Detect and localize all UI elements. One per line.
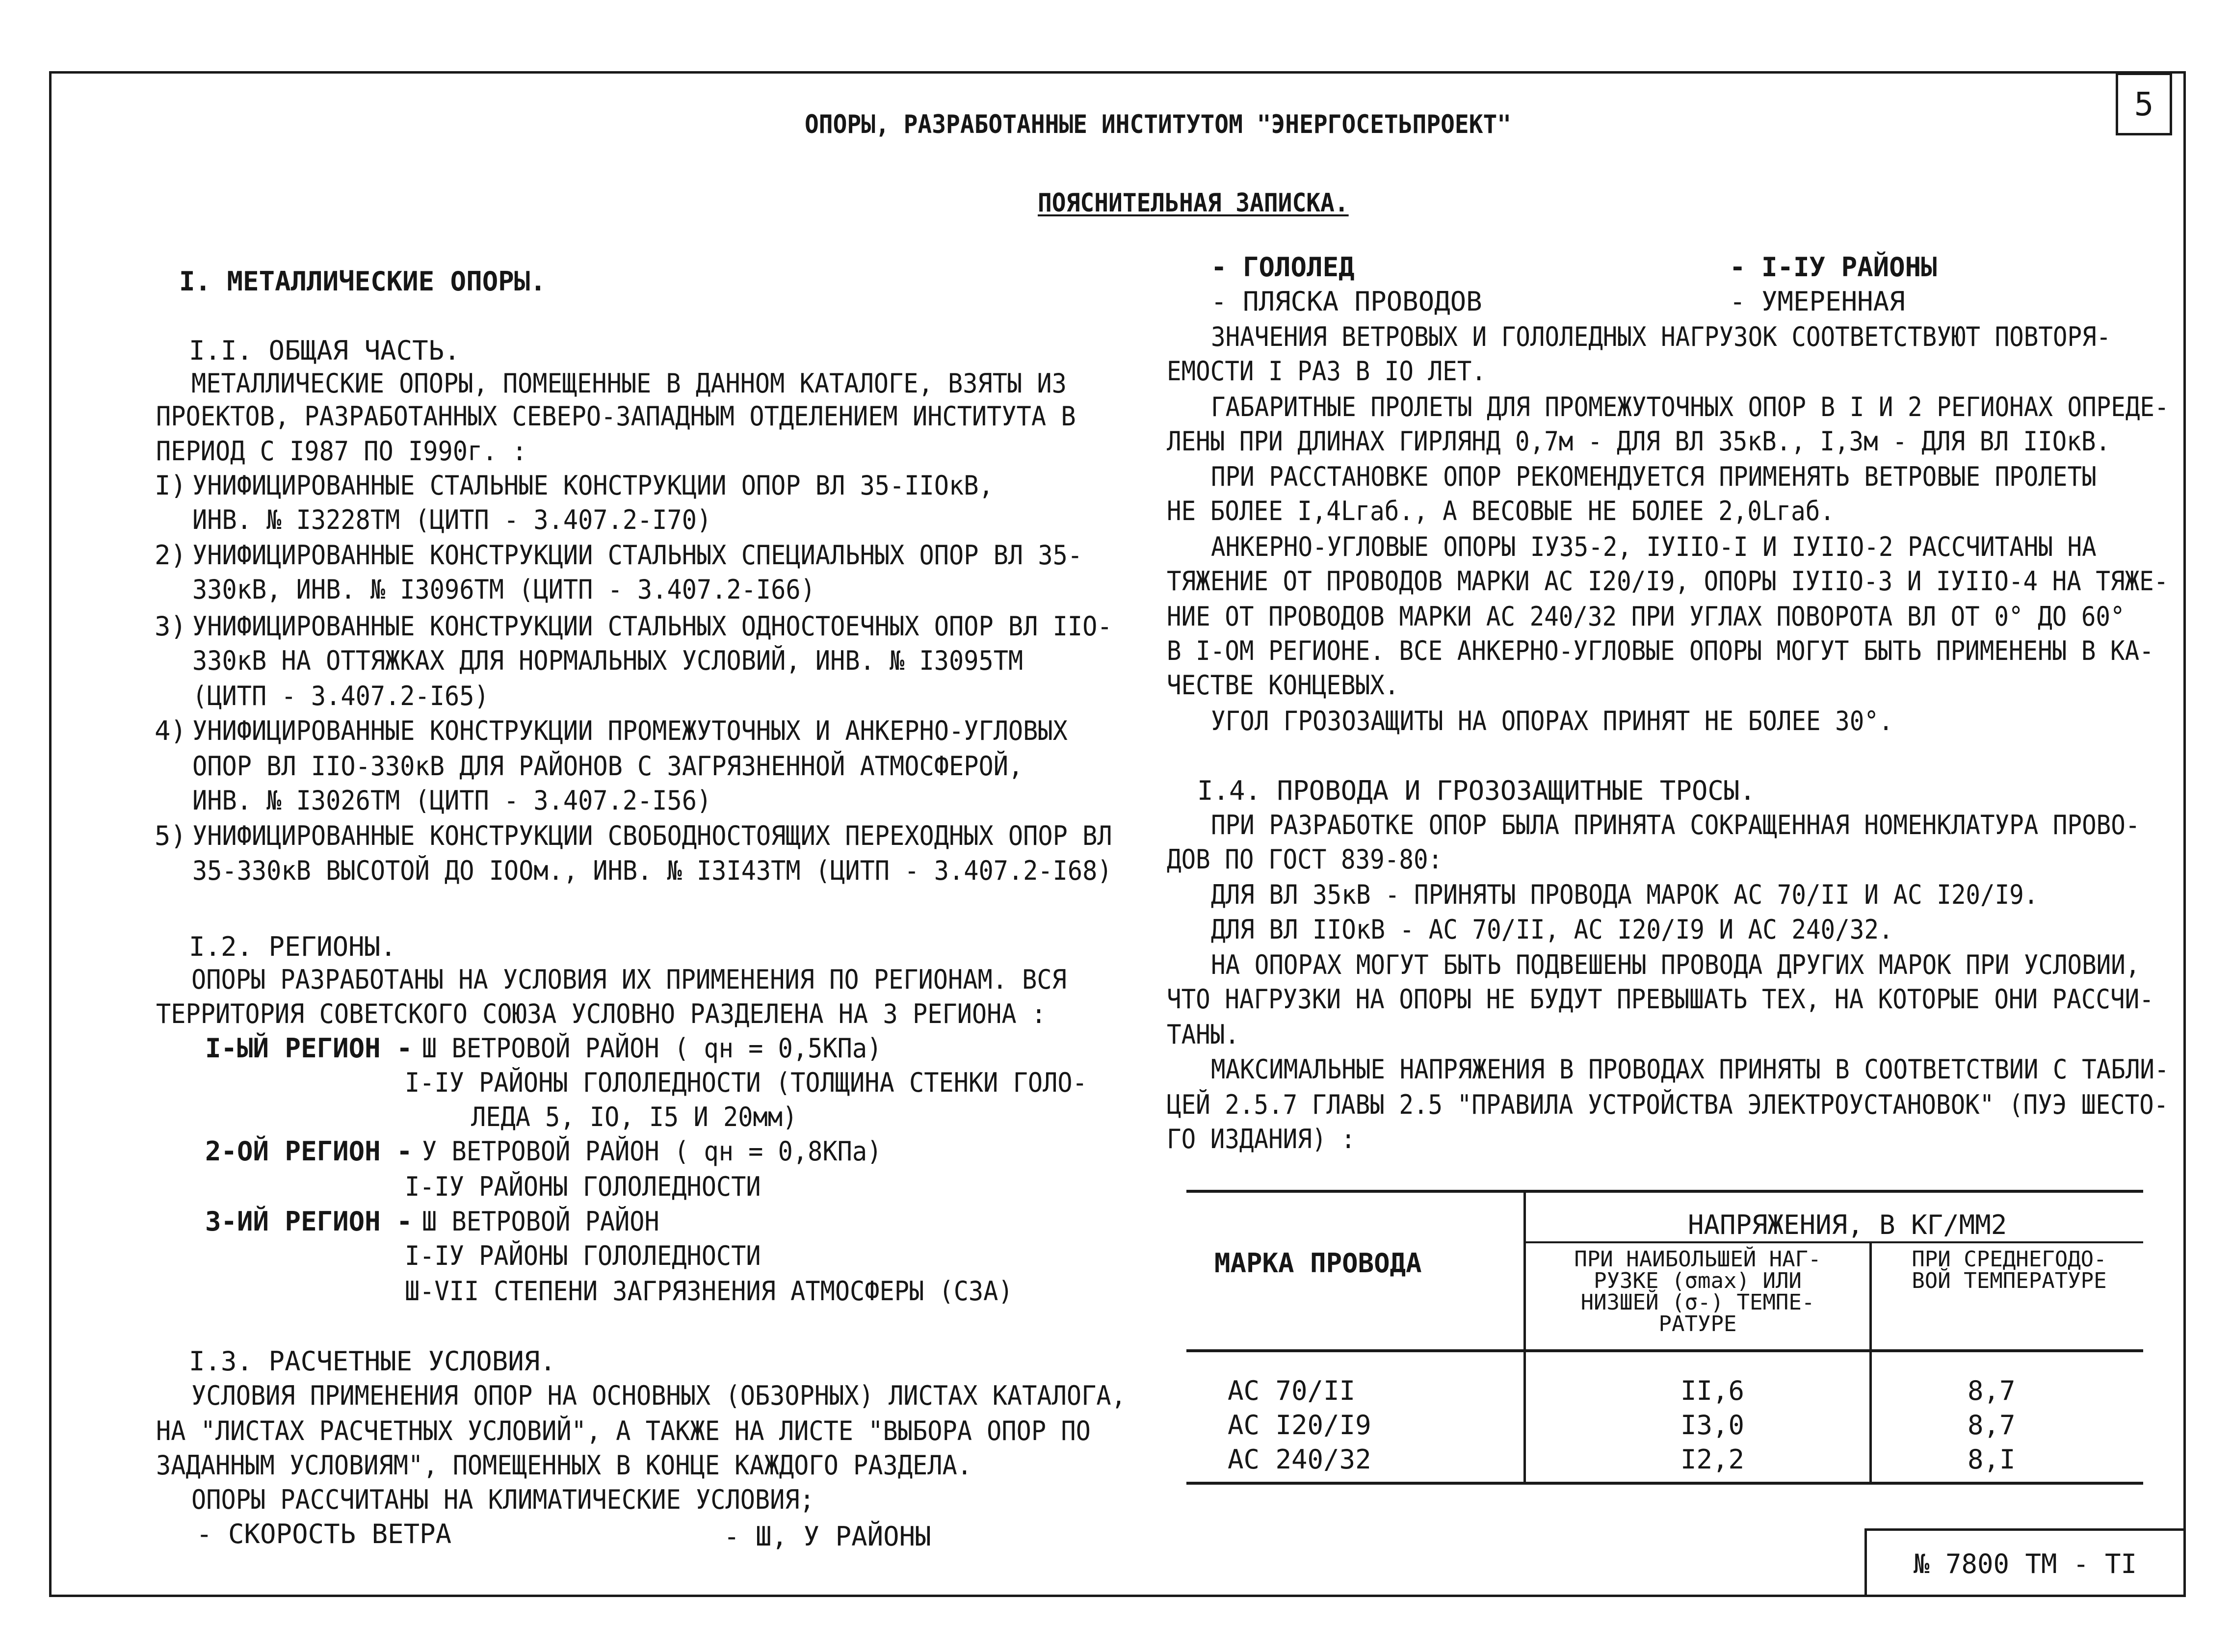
table-cell-mark: АС I20/I9 bbox=[1228, 1410, 1371, 1441]
text-line: НЕ БОЛЕЕ I,4Lгаб., А ВЕСОВЫЕ НЕ БОЛЕЕ 2,0Lгаб. bbox=[1167, 496, 1835, 526]
section-1-title: I. МЕТАЛЛИЧЕСКИЕ ОПОРЫ. bbox=[179, 266, 546, 297]
text-line: ЕМОСТИ I РАЗ В IO ЛЕТ. bbox=[1167, 356, 1486, 387]
table-header-max-load bbox=[1531, 1249, 1864, 1335]
list-item: (ЦИТП - 3.407.2-I65) bbox=[192, 681, 489, 711]
table-cell-max: II,6 bbox=[1680, 1375, 1745, 1406]
region-line: Ш ВЕТРОВОЙ РАЙОН ( qн = 0,5КПа) bbox=[422, 1033, 882, 1064]
section-1-4-title: I.4. ПРОВОДА И ГРОЗОЗАЩИТНЫЕ ТРОСЫ. bbox=[1197, 775, 1756, 806]
text-line: ПРОЕКТОВ, РАЗРАБОТАННЫХ СЕВЕРО-ЗАПАДНЫМ ОТДЕЛЕНИЕМ ИНСТИТУТА В bbox=[156, 401, 1076, 432]
table-cell-mean: 8,7 bbox=[1968, 1375, 2016, 1406]
text-line: ПРИ РАССТАНОВКЕ ОПОР РЕКОМЕНДУЕТСЯ ПРИМЕНЯТЬ ВЕТРОВЫЕ ПРОЛЕТЫ bbox=[1211, 461, 2097, 492]
text-line: ДЛЯ ВЛ 35кВ - ПРИНЯТЫ ПРОВОДА МАРОК АС 70/II И АС I20/I9. bbox=[1211, 879, 2039, 910]
table-cell-max: I2,2 bbox=[1680, 1444, 1745, 1475]
document-stamp: № 7800 ТМ - ТI bbox=[1864, 1528, 2183, 1597]
table-rule-header bbox=[1186, 1349, 2143, 1352]
document-subtitle: ПОЯСНИТЕЛЬНАЯ ЗАПИСКА. bbox=[1038, 188, 1349, 218]
list-item: УНИФИЦИРОВАННЫЕ КОНСТРУКЦИИ СВОБОДНОСТОЯЩИХ ПЕРЕХОДНЫХ ОПОР ВЛ bbox=[192, 820, 1112, 851]
section-1-1-title: I.I. ОБЩАЯ ЧАСТЬ. bbox=[189, 335, 460, 366]
table-rule-col2 bbox=[1869, 1241, 1872, 1482]
region-line: I-IУ РАЙОНЫ ГОЛОЛЕДНОСТИ bbox=[405, 1240, 761, 1271]
text-line: ЦЕЙ 2.5.7 ГЛАВЫ 2.5 "ПРАВИЛА УСТРОЙСТВА ЭЛЕКТРОУСТАНОВОК" (ПУЭ ШЕСТО- bbox=[1167, 1089, 2169, 1120]
region-label: 3-ИЙ РЕГИОН - bbox=[205, 1206, 413, 1237]
wind-speed-label: - СКОРОСТЬ ВЕТРА bbox=[196, 1519, 452, 1549]
text-line: ЛЕНЫ ПРИ ДЛИНАХ ГИРЛЯНД 0,7м - ДЛЯ ВЛ 35кВ., I,3м - ДЛЯ ВЛ IIOкВ. bbox=[1167, 426, 2111, 457]
text-line: НА ОПОРАХ МОГУТ БЫТЬ ПОДВЕШЕНЫ ПРОВОДА ДРУГИХ МАРОК ПРИ УСЛОВИИ, bbox=[1211, 949, 2140, 980]
table-rule-bottom bbox=[1186, 1482, 2143, 1485]
header-line: НИЗШЕЙ (σ-) ТЕМПЕ- bbox=[1580, 1290, 1815, 1315]
text-line: ТАНЫ. bbox=[1167, 1019, 1239, 1050]
region-label: I-ЫЙ РЕГИОН - bbox=[205, 1033, 413, 1064]
text-line: НА "ЛИСТАХ РАСЧЕТНЫХ УСЛОВИЙ", А ТАКЖЕ НА ЛИСТЕ "ВЫБОРА ОПОР ПО bbox=[156, 1416, 1091, 1446]
text-line: ТЕРРИТОРИЯ СОВЕТСКОГО СОЮЗА УСЛОВНО РАЗДЕЛЕНА НА 3 РЕГИОНА : bbox=[156, 998, 1047, 1029]
table-header-mark: МАРКА ПРОВОДА bbox=[1214, 1248, 1422, 1279]
header-line: ПРИ СРЕДНЕГОДО- bbox=[1912, 1247, 2107, 1272]
list-item: УНИФИЦИРОВАННЫЕ КОНСТРУКЦИИ СТАЛЬНЫХ СПЕЦИАЛЬНЫХ ОПОР ВЛ 35- bbox=[192, 540, 1083, 571]
list-item-number: 4) bbox=[155, 715, 187, 746]
list-item: УНИФИЦИРОВАННЫЕ КОНСТРУКЦИИ ПРОМЕЖУТОЧНЫХ И АНКЕРНО-УГЛОВЫХ bbox=[192, 715, 1068, 746]
region-line: Ш-VII СТЕПЕНИ ЗАГРЯЗНЕНИЯ АТМОСФЕРЫ (СЗА) bbox=[405, 1276, 1013, 1307]
text-line: ЗНАЧЕНИЯ ВЕТРОВЫХ И ГОЛОЛЕДНЫХ НАГРУЗОК СООТВЕТСТВУЮТ ПОВТОРЯ- bbox=[1211, 321, 2111, 352]
text-line: ТЯЖЕНИЕ ОТ ПРОВОДОВ МАРКИ АС I20/I9, ОПОРЫ IУIIO-3 И IУIIO-4 НА ТЯЖЕ- bbox=[1167, 566, 2169, 597]
list-item-number: 5) bbox=[155, 820, 187, 851]
ice-label: - ГОЛОЛЕД bbox=[1211, 252, 1355, 283]
list-item-number: 2) bbox=[155, 540, 187, 571]
text-line: ПЕРИОД С I987 ПО I990г. : bbox=[156, 436, 527, 467]
table-cell-mark: АС 70/II bbox=[1228, 1375, 1356, 1406]
section-1-2-title: I.2. РЕГИОНЫ. bbox=[189, 931, 396, 962]
text-line: ЧТО НАГРУЗКИ НА ОПОРЫ НЕ БУДУТ ПРЕВЫШАТЬ ТЕХ, НА КОТОРЫЕ ОНИ РАССЧИ- bbox=[1167, 984, 2154, 1015]
list-item: 35-330кВ ВЫСОТОЙ ДО IOOм., ИНВ. № I3I43ТМ (ЦИТП - 3.407.2-I68) bbox=[192, 855, 1112, 886]
table-cell-mark: АС 240/32 bbox=[1228, 1444, 1371, 1475]
region-label: 2-ОЙ РЕГИОН - bbox=[205, 1136, 413, 1167]
list-item: УНИФИЦИРОВАННЫЕ СТАЛЬНЫЕ КОНСТРУКЦИИ ОПОР ВЛ 35-IIOкВ, bbox=[192, 470, 994, 501]
region-line: ЛЕДА 5, IO, I5 И 20мм) bbox=[471, 1101, 798, 1132]
text-line: МЕТАЛЛИЧЕСКИЕ ОПОРЫ, ПОМЕЩЕННЫЕ В ДАННОМ КАТАЛОГЕ, ВЗЯТЫ ИЗ bbox=[191, 368, 1067, 399]
wind-speed-value: - Ш, У РАЙОНЫ bbox=[724, 1521, 931, 1552]
text-line: ГО ИЗДАНИЯ) : bbox=[1167, 1124, 1356, 1154]
table-cell-mean: 8,I bbox=[1968, 1444, 2016, 1475]
text-line: ОПОРЫ РАЗРАБОТАНЫ НА УСЛОВИЯ ИХ ПРИМЕНЕНИЯ ПО РЕГИОНАМ. ВСЯ bbox=[191, 964, 1067, 995]
list-item: ИНВ. № I3026ТМ (ЦИТП - 3.407.2-I56) bbox=[192, 785, 712, 816]
text-line: ГАБАРИТНЫЕ ПРОЛЕТЫ ДЛЯ ПРОМЕЖУТОЧНЫХ ОПОР В I И 2 РЕГИОНАХ ОПРЕДЕ- bbox=[1211, 392, 2169, 422]
text-line: АНКЕРНО-УГЛОВЫЕ ОПОРЫ IУ35-2, IУIIO-I И IУIIO-2 РАССЧИТАНЫ НА bbox=[1211, 531, 2097, 562]
text-line: УСЛОВИЯ ПРИМЕНЕНИЯ ОПОР НА ОСНОВНЫХ (ОБЗОРНЫХ) ЛИСТАХ КАТАЛОГА, bbox=[191, 1380, 1126, 1411]
list-item: 330кВ НА ОТТЯЖКАХ ДЛЯ НОРМАЛЬНЫХ УСЛОВИЙ, ИНВ. № I3095ТМ bbox=[192, 645, 1024, 676]
header-line: РУЗКЕ (σmax) ИЛИ bbox=[1594, 1268, 1802, 1293]
region-line: Ш ВЕТРОВОЙ РАЙОН bbox=[422, 1206, 659, 1237]
text-line: ДЛЯ ВЛ IIOкВ - АС 70/II, АС I20/I9 И АС 240/32. bbox=[1211, 914, 1893, 945]
ice-value: - I-IУ РАЙОНЫ bbox=[1730, 252, 1937, 283]
table-header-mean-temp bbox=[1877, 1249, 2142, 1292]
text-line: ЗАДАННЫМ УСЛОВИЯМ", ПОМЕЩЕННЫХ В КОНЦЕ КАЖДОГО РАЗДЕЛА. bbox=[156, 1450, 972, 1481]
table-cell-mean: 8,7 bbox=[1968, 1410, 2016, 1441]
text-line: ДОВ ПО ГОСТ 839-80: bbox=[1167, 844, 1443, 875]
list-item-number: 3) bbox=[155, 611, 187, 642]
text-line: В I-ОМ РЕГИОНЕ. ВСЕ АНКЕРНО-УГЛОВЫЕ ОПОРЫ МОГУТ БЫТЬ ПРИМЕНЕНЫ В КА- bbox=[1167, 635, 2154, 666]
header-line: РАТУРЕ bbox=[1658, 1311, 1737, 1337]
table-rule-col1 bbox=[1523, 1190, 1526, 1482]
list-item: УНИФИЦИРОВАННЫЕ КОНСТРУКЦИИ СТАЛЬНЫХ ОДНОСТОЕЧНЫХ ОПОР ВЛ IIO- bbox=[192, 611, 1112, 642]
region-line: I-IУ РАЙОНЫ ГОЛОЛЕДНОСТИ bbox=[405, 1171, 761, 1202]
page-number: 5 bbox=[2116, 73, 2172, 135]
wire-dance-value: - УМЕРЕННАЯ bbox=[1730, 286, 1905, 317]
table-rule-group bbox=[1525, 1241, 2143, 1243]
text-line: ПРИ РАЗРАБОТКЕ ОПОР БЫЛА ПРИНЯТА СОКРАЩЕННАЯ НОМЕНКЛАТУРА ПРОВО- bbox=[1211, 810, 2140, 840]
text-line: МАКСИМАЛЬНЫЕ НАПРЯЖЕНИЯ В ПРОВОДАХ ПРИНЯТЫ В СООТВЕТСТВИИ С ТАБЛИ- bbox=[1211, 1054, 2169, 1085]
table-header-stress: НАПРЯЖЕНИЯ, В КГ/ММ2 bbox=[1688, 1209, 2007, 1240]
wire-dance-label: - ПЛЯСКА ПРОВОДОВ bbox=[1211, 286, 1482, 317]
text-line: УГОЛ ГРОЗОЗАЩИТЫ НА ОПОРАХ ПРИНЯТ НЕ БОЛЕЕ 30°. bbox=[1211, 706, 1893, 736]
section-1-3-title: I.3. РАСЧЕТНЫЕ УСЛОВИЯ. bbox=[189, 1346, 556, 1377]
list-item-number: I) bbox=[155, 470, 187, 501]
text-line: ОПОРЫ РАССЧИТАНЫ НА КЛИМАТИЧЕСКИЕ УСЛОВИЯ; bbox=[191, 1484, 814, 1515]
list-item: ИНВ. № I3228ТМ (ЦИТП - 3.407.2-I70) bbox=[192, 504, 712, 535]
text-line: ЧЕСТВЕ КОНЦЕВЫХ. bbox=[1167, 670, 1399, 701]
header-line: ВОЙ ТЕМПЕРАТУРЕ bbox=[1912, 1268, 2107, 1293]
list-item: ОПОР ВЛ IIO-330кВ ДЛЯ РАЙОНОВ С ЗАГРЯЗНЕННОЙ АТМОСФЕРОЙ, bbox=[192, 751, 1024, 782]
list-item: 330кВ, ИНВ. № I3096ТМ (ЦИТП - 3.407.2-I66) bbox=[192, 574, 815, 605]
region-line: I-IУ РАЙОНЫ ГОЛОЛЕДНОСТИ (ТОЛЩИНА СТЕНКИ ГОЛО- bbox=[405, 1067, 1087, 1098]
table-rule-top bbox=[1186, 1190, 2143, 1193]
region-line: У ВЕТРОВОЙ РАЙОН ( qн = 0,8КПа) bbox=[422, 1136, 882, 1167]
table-cell-max: I3,0 bbox=[1680, 1410, 1745, 1441]
header-line: ПРИ НАИБОЛЬШЕЙ НАГ- bbox=[1574, 1247, 1821, 1272]
text-line: НИЕ ОТ ПРОВОДОВ МАРКИ АС 240/32 ПРИ УГЛАХ ПОВОРОТА ВЛ ОТ 0° ДО 60° bbox=[1167, 601, 2125, 632]
document-title: ОПОРЫ, РАЗРАБОТАННЫЕ ИНСТИТУТОМ "ЭНЕРГОСЕТЬПРОЕКТ" bbox=[805, 110, 1512, 139]
